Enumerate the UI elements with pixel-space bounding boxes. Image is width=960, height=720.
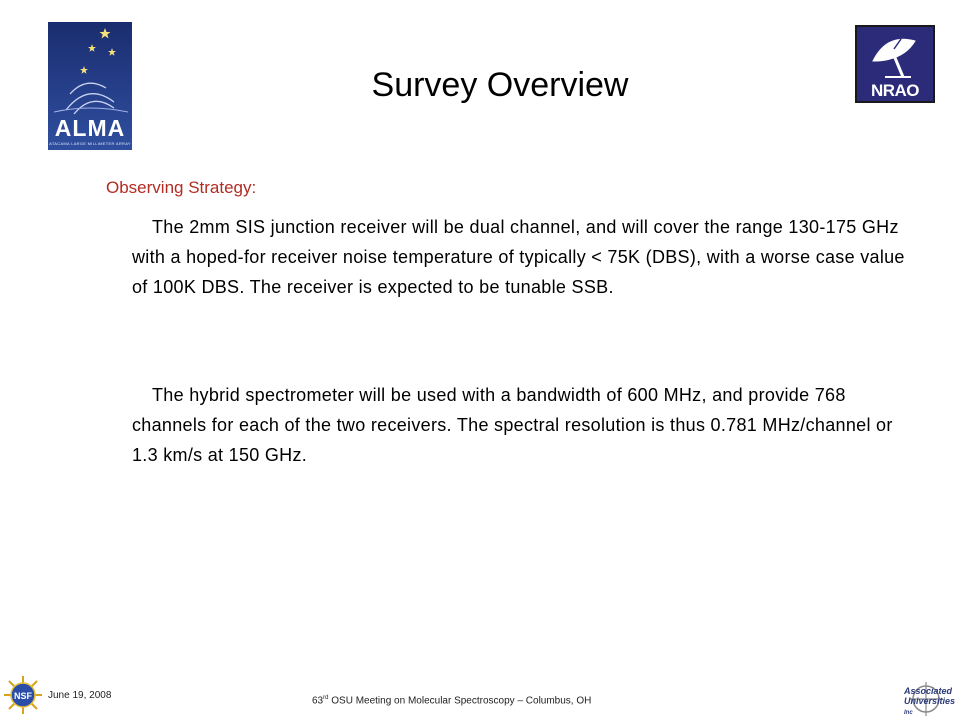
footer-date: June 19, 2008 xyxy=(48,690,112,701)
aui-line-3: Inc xyxy=(904,710,913,716)
paragraph-spectrometer: The hybrid spectrometer will be used with a bandwidth of 600 MHz, and provide 768 channels for each of the two receivers. The spectral resolution is thus 0.781 MHz/channel or 1.3 km/s at 150 GHz. xyxy=(132,385,893,465)
aui-line-1: Associated xyxy=(904,686,953,696)
nsf-logo-text: NSF xyxy=(14,691,32,701)
aui-logo xyxy=(892,682,956,716)
nrao-logo-text: NRAO xyxy=(870,81,920,100)
footer-meeting-number: 63 xyxy=(312,695,324,707)
nsf-logo xyxy=(4,676,42,714)
aui-line-2-word: Universities xyxy=(904,696,956,706)
footer-meeting-text: OSU Meeting on Molecular Spectroscopy – Columbus, OH xyxy=(328,695,592,707)
section-heading: Observing Strategy: xyxy=(106,178,257,197)
alma-logo xyxy=(48,22,132,150)
alma-logo-subtitle: ATACAMA LARGE MILLIMETER ARRAY xyxy=(49,141,131,146)
slide-title: Survey Overview xyxy=(371,66,629,104)
footer-meeting xyxy=(312,695,591,706)
aui-line-2 xyxy=(904,696,956,718)
alma-logo-text: ALMA xyxy=(54,115,126,141)
paragraph-receiver: The 2mm SIS junction receiver will be dual channel, and will cover the range 130-175 GHz with a hoped-for receiver noise temperature of typically < 75K (DBS), with a worse case value of 100K DBS. The receiver is expected to be tunable SSB. xyxy=(132,217,905,297)
nrao-logo xyxy=(855,25,935,103)
radio-telescope-icon xyxy=(863,31,927,83)
footer-meeting-ordinal: rd xyxy=(323,695,329,701)
nsf-globe-icon xyxy=(4,676,42,714)
aui-logo-text xyxy=(904,686,956,718)
